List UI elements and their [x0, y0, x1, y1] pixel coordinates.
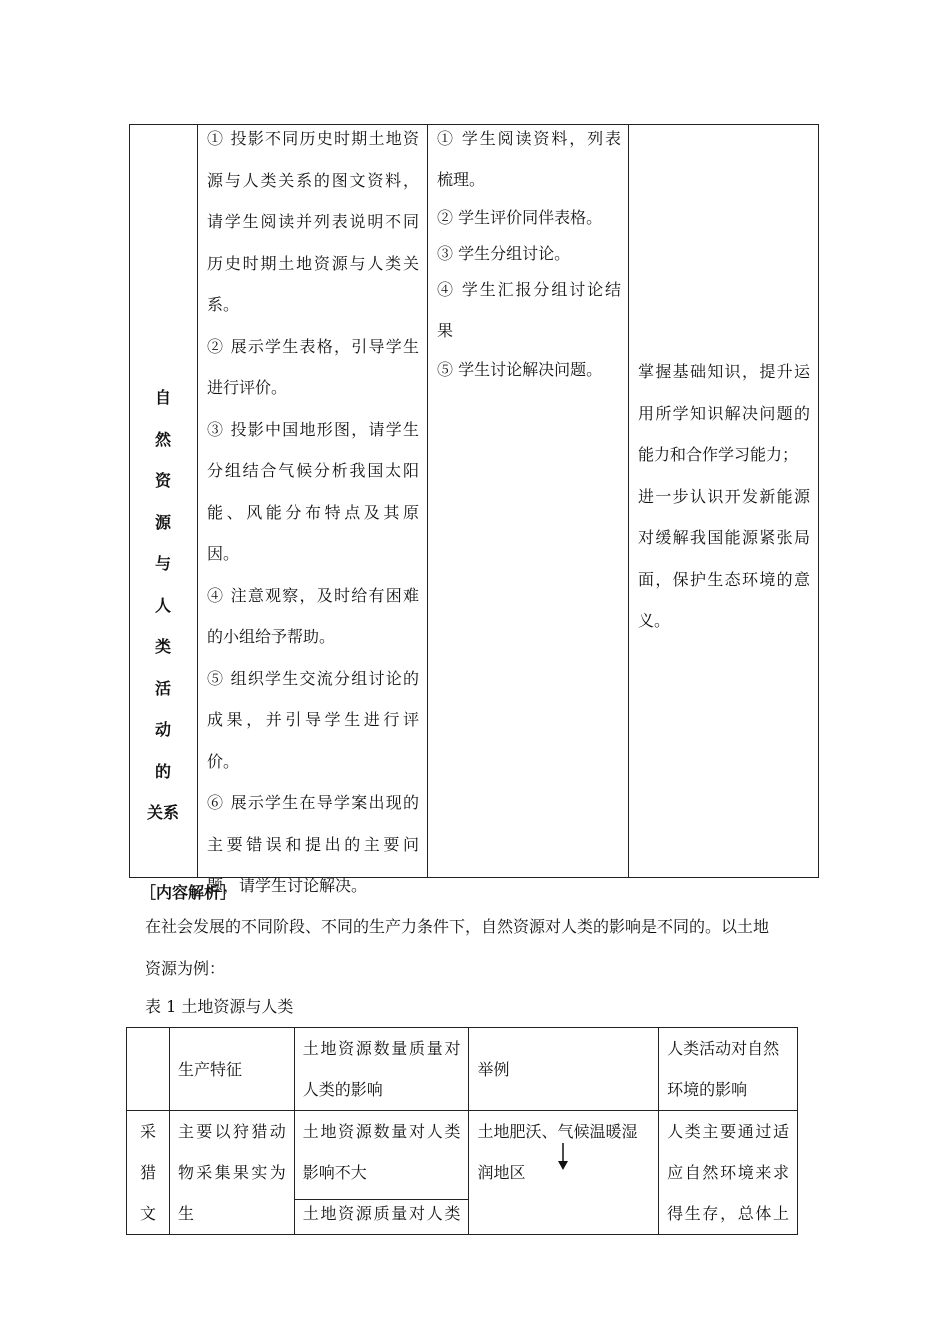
table1-caption: 表 1 土地资源与人类 [145, 997, 294, 1016]
teacher-line: 因。 [207, 544, 240, 563]
paragraph-line: 在社会发展的不同阶段、不同的生产力条件下，自然资源对人类的影响是不同的。以土地 [145, 917, 770, 936]
column-divider [427, 125, 428, 877]
teacher-line: 能、风能分布特点及其原 [207, 502, 419, 522]
student-line: ④ 学生汇报分组讨论结 [437, 280, 621, 299]
era-char: 采 [139, 1122, 156, 1141]
human-activity-cell [659, 1111, 798, 1235]
impact-cell [294, 1111, 469, 1200]
intent-line: 掌握基础知识，提升运 [638, 362, 810, 381]
feature-line: 主要以狩猎动 [177, 1122, 286, 1141]
intent-line: 面，保护生态环境的意 [638, 569, 810, 589]
feature-line: 生 [177, 1204, 194, 1223]
student-line: 果 [437, 321, 454, 340]
topic-line: 关系 [146, 803, 179, 822]
student-line: ② 学生评价同伴表格。 [437, 208, 603, 227]
teacher-line: 源与人类关系的图文资料， [207, 170, 419, 190]
header-cell [294, 1028, 469, 1111]
teacher-line: 价。 [207, 751, 240, 771]
teacher-line: 进行评价。 [207, 378, 288, 397]
design-intent-cell [638, 351, 810, 642]
topic-cell [130, 377, 196, 834]
header-line: 人类的影响 [302, 1080, 383, 1099]
column-divider [628, 125, 629, 877]
teacher-line: ③ 投影中国地形图，请学生 [207, 419, 419, 439]
teacher-line: 主要错误和提出的主要问 [207, 834, 419, 854]
student-line: ⑤ 学生讨论解决问题。 [437, 360, 603, 379]
feature-line: 物采集果实为 [177, 1163, 286, 1182]
topic-line: 自然 [154, 388, 187, 449]
teacher-line: 系。 [207, 295, 240, 314]
example-line: 润地区 [477, 1163, 526, 1182]
feature-cell [169, 1111, 294, 1235]
teacher-line: 分组结合气候分析我国太阳 [207, 461, 419, 480]
teacher-line: ① 投影不同历史时期土地资 [207, 129, 419, 148]
teacher-line: 成果，并引导学生进行评 [207, 710, 419, 729]
intent-line: 能力和合作学习能力； [638, 445, 799, 464]
intent-line: 义。 [638, 611, 671, 630]
human-line: 人类主要通过适 [667, 1122, 789, 1141]
topic-line: 与人 [154, 554, 187, 615]
era-char: 文 [139, 1204, 156, 1223]
era-char: 猎 [139, 1163, 156, 1182]
impact-line: 影响不大 [302, 1163, 367, 1182]
table-row [127, 1111, 798, 1200]
student-line: 梳理。 [437, 170, 486, 189]
header-line: 土地资源数量质量对 [302, 1039, 461, 1058]
header-cell: 生产特征 [169, 1028, 294, 1111]
human-line: 得生存，总体上 [667, 1204, 789, 1223]
intent-line: 对缓解我国能源紧张局 [638, 528, 810, 547]
topic-line: 动的 [154, 720, 187, 781]
impact-line: 土地资源质量对人类 [302, 1204, 461, 1224]
header-cell [659, 1028, 798, 1111]
column-divider [197, 125, 198, 877]
intent-line: 用所学知识解决问题的 [638, 403, 810, 423]
era-cell [127, 1111, 170, 1235]
teacher-line: ⑥ 展示学生在导学案出现的 [207, 793, 419, 812]
paragraph-line: 资源为例： [145, 959, 226, 978]
teacher-line: 历史时期土地资源与人类关 [207, 253, 419, 273]
header-cell [127, 1028, 170, 1111]
example-line: 土地肥沃、气候温暖湿 [477, 1122, 638, 1141]
teacher-line: ② 展示学生表格，引导学生 [207, 336, 419, 356]
down-arrow-icon [557, 1143, 569, 1171]
student-line: ① 学生阅读资料，列表 [437, 129, 621, 148]
teacher-line: ⑤ 组织学生交流分组讨论的 [207, 668, 419, 688]
student-activity-cell [437, 118, 621, 386]
land-resource-table [126, 1027, 798, 1235]
intro-paragraph [145, 906, 815, 990]
header-line: 环境的影响 [667, 1080, 748, 1099]
example-cell [469, 1111, 659, 1235]
teacher-activity-cell [207, 118, 419, 907]
student-line: ③ 学生分组讨论。 [437, 244, 571, 263]
header-line: 人类活动对自然 [667, 1039, 780, 1058]
topic-line: 资源 [154, 471, 187, 532]
table-header-row [127, 1028, 798, 1111]
impact-line: 土地资源数量对人类 [302, 1122, 461, 1141]
teacher-line: 请学生阅读并列表说明不同 [207, 212, 419, 231]
teacher-line: 题，请学生讨论解决。 [207, 876, 368, 895]
impact-cell [294, 1200, 469, 1235]
content-analysis-heading: ［内容解析］ [140, 883, 237, 902]
teacher-line: ④ 注意观察，及时给有困难 [207, 585, 419, 605]
topic-line: 类活 [154, 637, 187, 698]
header-cell: 举例 [469, 1028, 659, 1111]
intent-line: 进一步认识开发新能源 [638, 486, 810, 506]
teacher-line: 的小组给予帮助。 [207, 627, 336, 646]
human-line: 应自然环境来求 [667, 1163, 789, 1182]
